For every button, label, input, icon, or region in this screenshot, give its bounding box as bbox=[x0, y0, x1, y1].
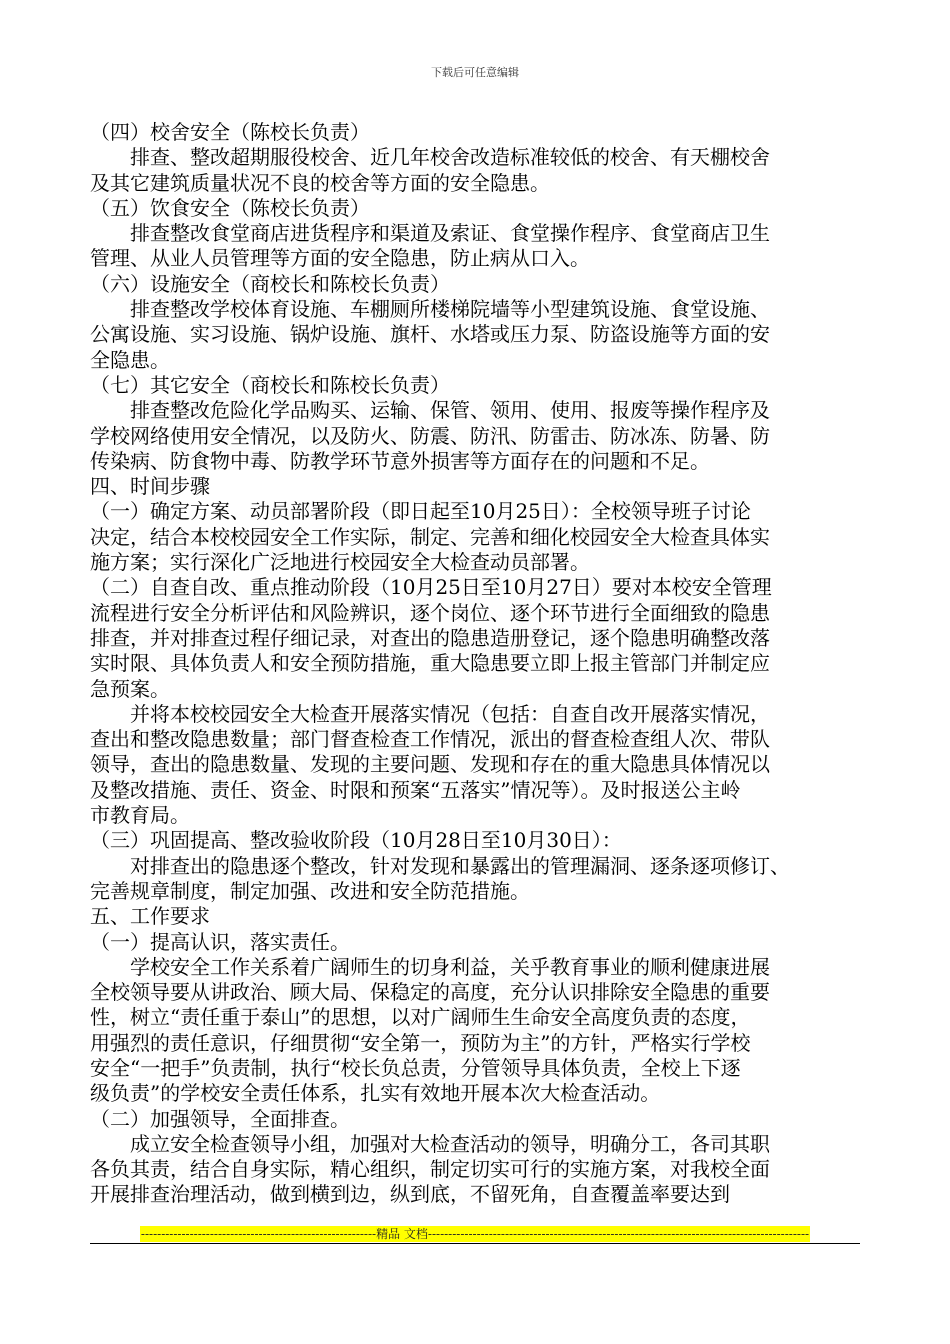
text-line: 全隐患。 bbox=[90, 347, 170, 372]
text-line: 急预案。 bbox=[90, 676, 170, 701]
text-line: （四）校舍安全（陈校长负责） bbox=[90, 120, 370, 144]
text-line: 及整改措施、责任、资金、时限和预案“五落实”情况等）。及时报送公主岭 bbox=[90, 777, 741, 802]
document-body bbox=[90, 120, 865, 1208]
text-line: （二）自查自改、重点推动阶段（10月25日至10月27日）要对本校安全管理 bbox=[90, 575, 772, 600]
text-line: 决定，结合本校校园安全工作实际，制定、完善和细化校园安全大检查具体实 bbox=[90, 524, 770, 549]
text-line: 用强烈的责任意识，仔细贯彻“安全第一，预防为主”的方针，严格实行学校 bbox=[90, 1030, 751, 1055]
text-line: 各负其责，结合自身实际，精心组织，制定切实可行的实施方案，对我校全面 bbox=[90, 1157, 770, 1182]
text-line: 排查、整改超期服役校舍、近几年校舍改造标准较低的校舍、有天棚校舍 bbox=[130, 145, 770, 170]
page-header: 下载后可任意编辑 bbox=[431, 66, 519, 79]
text-line: 四、时间步骤 bbox=[90, 474, 210, 499]
text-line: 排查整改学校体育设施、车棚厕所楼梯院墙等小型建筑设施、食堂设施、 bbox=[130, 297, 770, 322]
text-line: 实时限、具体负责人和安全预防措施，重大隐患要立即上报主管部门并制定应 bbox=[90, 651, 770, 676]
text-line: 性，树立“责任重于泰山”的思想，以对广阔师生生命安全高度负责的态度， bbox=[90, 1005, 751, 1030]
text-line: （一）确定方案、动员部署阶段（即日起至10月25日）：全校领导班子讨论 bbox=[90, 499, 751, 524]
text-line: （三）巩固提高、整改验收阶段（10月28日至10月30日）： bbox=[90, 828, 622, 853]
text-line: （七）其它安全（商校长和陈校长负责） bbox=[90, 372, 450, 397]
text-line: 施方案；实行深化广泛地进行校园安全大检查动员部署。 bbox=[90, 550, 590, 575]
text-line: 领导，查出的隐患数量、发现的主要问题、发现和存在的重大隐患具体情况以 bbox=[90, 752, 770, 777]
text-line: 级负责”的学校安全责任体系，扎实有效地开展本次大检查活动。 bbox=[90, 1081, 661, 1106]
text-line: 学校网络使用安全情况，以及防火、防震、防汛、防雷击、防冰冻、防暑、防 bbox=[90, 423, 770, 448]
text-line: 并将本校校园安全大检查开展落实情况（包括：自查自改开展落实情况， bbox=[130, 701, 770, 726]
text-line: 排查整改危险化学品购买、运输、保管、领用、使用、报废等操作程序及 bbox=[130, 398, 770, 423]
text-line: 完善规章制度，制定加强、改进和安全防范措施。 bbox=[90, 878, 530, 903]
text-line: （五）饮食安全（陈校长负责） bbox=[90, 195, 370, 220]
text-line: （一）提高认识，落实责任。 bbox=[90, 929, 350, 954]
text-line: （六）设施安全（商校长和陈校长负责） bbox=[90, 271, 450, 296]
text-line: 五、工作要求 bbox=[90, 904, 210, 929]
footer-divider bbox=[90, 1243, 860, 1244]
text-line: 及其它建筑质量状况不良的校舍等方面的安全隐患。 bbox=[90, 170, 550, 195]
text-line: 流程进行安全分析评估和风险辨识，逐个岗位、逐个环节进行全面细致的隐患 bbox=[90, 600, 770, 625]
text-line: 排查，并对排查过程仔细记录，对查出的隐患造册登记，逐个隐患明确整改落 bbox=[90, 625, 770, 650]
footer-banner: ----------------------------------------------------------精品 文档---------------------------------------------------------------------------------------------- bbox=[140, 1227, 810, 1241]
text-line: （二）加强领导，全面排查。 bbox=[90, 1106, 350, 1131]
text-line: 市教育局。 bbox=[90, 803, 190, 828]
text-line: 传染病、防食物中毒、防教学环节意外损害等方面存在的问题和不足。 bbox=[90, 448, 710, 473]
text-line: 管理、从业人员管理等方面的安全隐患，防止病从口入。 bbox=[90, 246, 590, 271]
text-line: 查出和整改隐患数量；部门督查检查工作情况，派出的督查检查组人次、带队 bbox=[90, 727, 770, 752]
text-line: 成立安全检查领导小组，加强对大检查活动的领导，明确分工，各司其职 bbox=[130, 1131, 770, 1156]
text-line: 公寓设施、实习设施、锅炉设施、旗杆、水塔或压力泵、防盗设施等方面的安 bbox=[90, 322, 770, 347]
text-line: 全校领导要从讲政治、顾大局、保稳定的高度，充分认识排除安全隐患的重要 bbox=[90, 980, 770, 1005]
text-line: 学校安全工作关系着广阔师生的切身利益，关乎教育事业的顺利健康进展 bbox=[130, 954, 770, 979]
text-line: 安全“一把手”负责制，执行“校长负总责，分管领导具体负责，全校上下逐 bbox=[90, 1055, 741, 1080]
text-line: 排查整改食堂商店进货程序和渠道及索证、食堂操作程序、食堂商店卫生 bbox=[130, 221, 770, 246]
text-line: 对排查出的隐患逐个整改，针对发现和暴露出的管理漏洞、逐条逐项修订、 bbox=[130, 853, 790, 878]
text-line: 开展排查治理活动，做到横到边，纵到底，不留死角，自查覆盖率要达到 bbox=[90, 1182, 730, 1207]
